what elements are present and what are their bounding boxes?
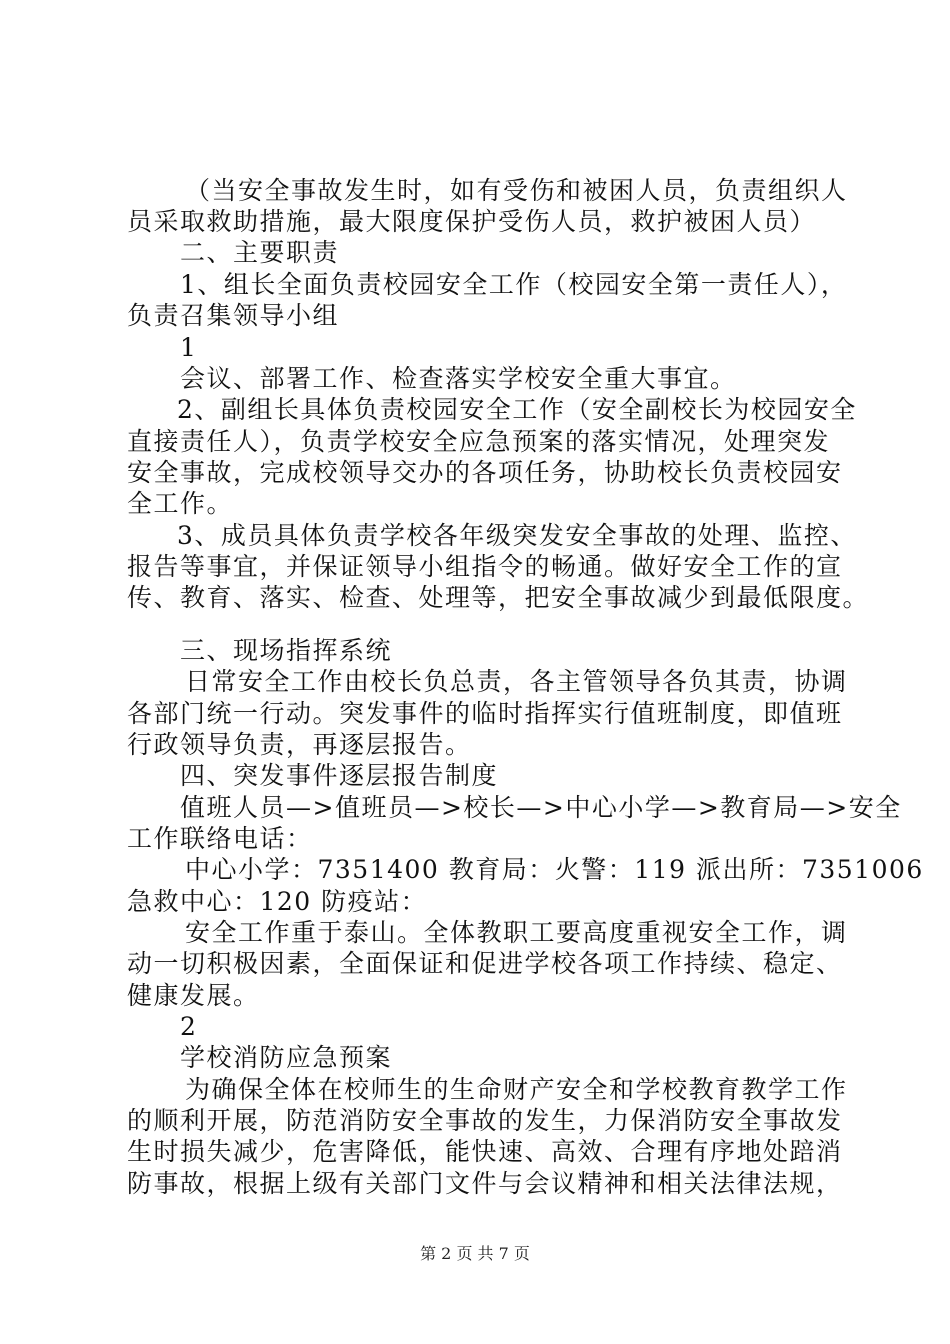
page-number-marker: 1 [180,333,198,362]
paragraph-line: 员采取救助措施，最大限度保护受伤人员，救护被困人员） [127,207,817,236]
section-heading: 二、主要职责 [180,238,340,267]
section-heading: 学校消防应急预案 [180,1043,393,1072]
paragraph-line: 为确保全体在校师生的生命财产安全和学校教育教学工作 [185,1075,848,1104]
paragraph-line: 的顺利开展，防范消防安全事故的发生，力保消防安全事故发 [127,1106,843,1135]
paragraph-line: 1、组长全面负责校园安全工作（校园安全第一责任人）， [180,270,848,299]
paragraph-line: 安全工作重于泰山。全体教职工要高度重视安全工作，调 [185,918,848,947]
section-heading: 三、现场指挥系统 [180,636,393,665]
paragraph-line: 日常安全工作由校长负总责，各主管领导各负其责，协调 [185,667,848,696]
paragraph-line: 传、教育、落实、检查、处理等，把安全事故减少到最低限度。 [127,583,870,612]
paragraph-line: 2、副组长具体负责校园安全工作（安全副校长为校园安全 [177,395,857,424]
page-number-marker: 2 [180,1012,198,1041]
paragraph-line: 各部门统一行动。突发事件的临时指挥实行值班制度，即值班 [127,699,843,728]
paragraph-line: 值班人员—>值班员—>校长—>中心小学—>教育局—>安全 [180,793,902,822]
paragraph-line: 3、成员具体负责学校各年级突发安全事故的处理、监控、 [177,521,857,550]
paragraph-line: 会议、部署工作、检查落实学校安全重大事宜。 [180,364,737,393]
paragraph-line: 工作联络电话： [127,824,313,853]
paragraph-line: 报告等事宜，并保证领导小组指令的畅通。做好安全工作的宣 [127,552,843,581]
paragraph-line: 健康发展。 [127,981,260,1010]
paragraph-line: 全工作。 [127,489,234,518]
paragraph-line: 生时损失减少，危害降低，能快速、高效、合理有序地处踣消 [127,1137,843,1166]
page-footer: 第 2 页 共 7 页 [420,1244,530,1263]
paragraph-line: 急救中心：120 防疫站： [127,887,428,916]
paragraph-line: 防事故，根据上级有关部门文件与会议精神和相关法律法规， [127,1169,843,1198]
paragraph-line: 直接责任人），负责学校安全应急预案的落实情况，处理突发 [127,427,831,456]
section-heading: 四、突发事件逐层报告制度 [180,761,499,790]
paragraph-line: 行政领导负责，再逐层报告。 [127,730,472,759]
paragraph-line: 负责召集领导小组 [127,301,340,330]
paragraph-line: 中心小学：7351400 教育局：火警：119 派出所：7351006 [185,855,924,884]
paragraph-line: 安全事故，完成校领导交办的各项任务，协助校长负责校园安 [127,458,843,487]
paragraph-line: 动一切积极因素，全面保证和促进学校各项工作持续、稳定、 [127,949,843,978]
paragraph-line: （当安全事故发生时，如有受伤和被困人员，负责组织人 [185,176,848,205]
